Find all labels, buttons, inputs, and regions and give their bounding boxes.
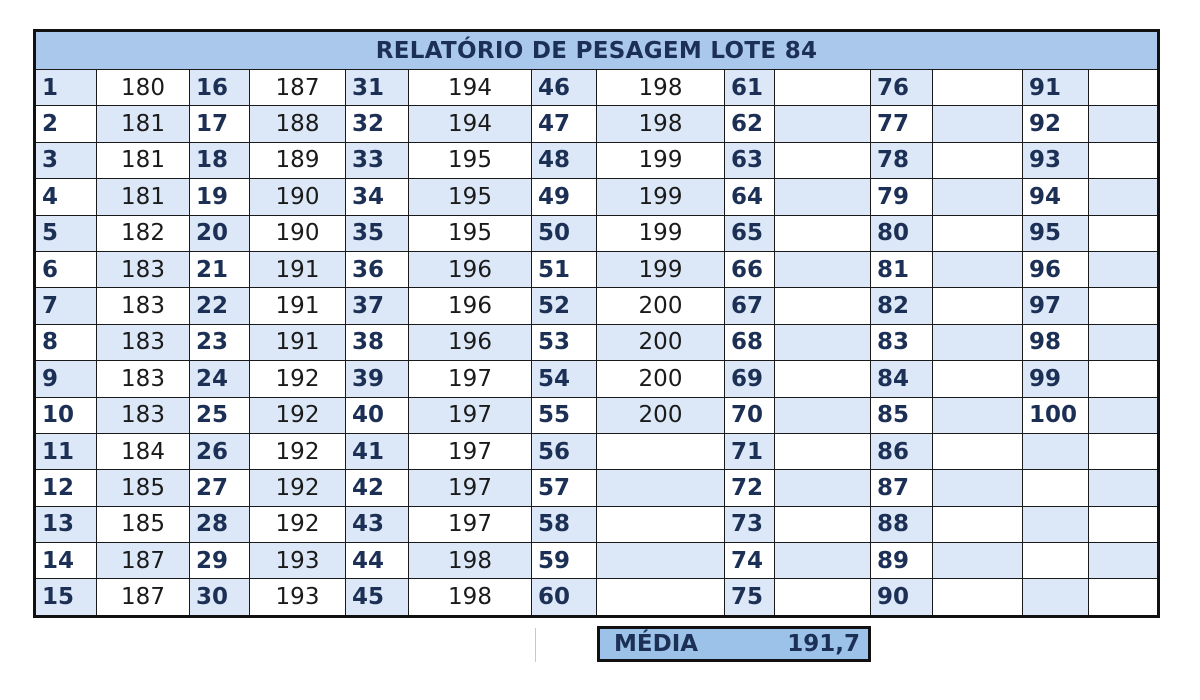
entry-number: 82 (871, 288, 933, 324)
report-body (35, 70, 1159, 617)
entry-number: 10 (35, 397, 97, 433)
entry-number: 66 (725, 251, 775, 287)
entry-number: 1 (35, 70, 97, 106)
weight-value (1089, 215, 1159, 251)
entry-number: 44 (346, 543, 409, 579)
weight-value (597, 470, 725, 506)
entry-number: 37 (346, 288, 409, 324)
weight-value (775, 361, 871, 397)
entry-number: 89 (871, 543, 933, 579)
weight-value: 191 (250, 288, 346, 324)
weight-value (775, 251, 871, 287)
weight-value: 194 (409, 106, 532, 142)
weight-value: 198 (597, 106, 725, 142)
entry-number: 7 (35, 288, 97, 324)
weight-value: 197 (409, 433, 532, 469)
entry-number: 29 (190, 543, 250, 579)
weight-value (933, 397, 1023, 433)
entry-number: 69 (725, 361, 775, 397)
entry-number: 42 (346, 470, 409, 506)
entry-number: 60 (532, 579, 597, 616)
weight-value (1089, 579, 1159, 616)
entry-number: 67 (725, 288, 775, 324)
entry-number: 22 (190, 288, 250, 324)
entry-number (1023, 470, 1089, 506)
weight-value: 199 (597, 251, 725, 287)
entry-number: 72 (725, 470, 775, 506)
weight-value: 182 (97, 215, 190, 251)
entry-number: 23 (190, 324, 250, 360)
table-row (35, 433, 1159, 469)
weight-value (775, 543, 871, 579)
weight-value: 195 (409, 215, 532, 251)
entry-number: 99 (1023, 361, 1089, 397)
table-row (35, 543, 1159, 579)
weight-value: 183 (97, 397, 190, 433)
entry-number: 78 (871, 142, 933, 178)
table-row (35, 215, 1159, 251)
weight-value: 185 (97, 506, 190, 542)
weight-value (775, 142, 871, 178)
weight-value (933, 579, 1023, 616)
entry-number: 73 (725, 506, 775, 542)
entry-number: 71 (725, 433, 775, 469)
entry-number: 90 (871, 579, 933, 616)
weight-value (1089, 397, 1159, 433)
weight-value: 198 (597, 70, 725, 106)
entry-number: 53 (532, 324, 597, 360)
weight-value (933, 106, 1023, 142)
weight-value (775, 70, 871, 106)
entry-number: 45 (346, 579, 409, 616)
weight-value: 191 (250, 324, 346, 360)
weight-value (1089, 106, 1159, 142)
weight-value: 191 (250, 251, 346, 287)
weight-value (1089, 506, 1159, 542)
weight-value: 197 (409, 470, 532, 506)
entry-number (1023, 579, 1089, 616)
weighing-report-table (33, 29, 1160, 618)
entry-number (1023, 506, 1089, 542)
entry-number: 8 (35, 324, 97, 360)
entry-number: 92 (1023, 106, 1089, 142)
weight-value (933, 70, 1023, 106)
entry-number: 75 (725, 579, 775, 616)
weight-value (933, 543, 1023, 579)
entry-number: 88 (871, 506, 933, 542)
entry-number: 15 (35, 579, 97, 616)
entry-number: 4 (35, 179, 97, 215)
weight-value: 198 (409, 543, 532, 579)
entry-number: 35 (346, 215, 409, 251)
entry-number: 70 (725, 397, 775, 433)
entry-number: 25 (190, 397, 250, 433)
entry-number: 21 (190, 251, 250, 287)
table-row (35, 579, 1159, 616)
entry-number: 94 (1023, 179, 1089, 215)
entry-number: 100 (1023, 397, 1089, 433)
table-row (35, 106, 1159, 142)
entry-number: 39 (346, 361, 409, 397)
average-box (597, 626, 871, 662)
entry-number: 2 (35, 106, 97, 142)
weight-value: 185 (97, 470, 190, 506)
entry-number: 9 (35, 361, 97, 397)
weight-value: 200 (597, 397, 725, 433)
entry-number: 27 (190, 470, 250, 506)
entry-number: 76 (871, 70, 933, 106)
weight-value: 200 (597, 361, 725, 397)
weight-value (1089, 470, 1159, 506)
weight-value: 180 (97, 70, 190, 106)
entry-number: 34 (346, 179, 409, 215)
weight-value (597, 433, 725, 469)
weight-value: 193 (250, 543, 346, 579)
weight-value: 192 (250, 397, 346, 433)
weight-value (933, 179, 1023, 215)
entry-number: 18 (190, 142, 250, 178)
entry-number: 55 (532, 397, 597, 433)
weight-value (1089, 324, 1159, 360)
entry-number: 62 (725, 106, 775, 142)
entry-number: 30 (190, 579, 250, 616)
weight-value: 181 (97, 106, 190, 142)
weight-value: 193 (250, 579, 346, 616)
entry-number: 87 (871, 470, 933, 506)
entry-number: 97 (1023, 288, 1089, 324)
entry-number: 64 (725, 179, 775, 215)
entry-number: 40 (346, 397, 409, 433)
weight-value (933, 251, 1023, 287)
weight-value: 196 (409, 324, 532, 360)
entry-number: 47 (532, 106, 597, 142)
weight-value (775, 288, 871, 324)
entry-number: 80 (871, 215, 933, 251)
entry-number (1023, 543, 1089, 579)
entry-number: 51 (532, 251, 597, 287)
weight-value: 197 (409, 397, 532, 433)
entry-number: 56 (532, 433, 597, 469)
weight-value: 192 (250, 470, 346, 506)
weight-value: 196 (409, 288, 532, 324)
weight-value (597, 506, 725, 542)
entry-number: 19 (190, 179, 250, 215)
entry-number: 14 (35, 543, 97, 579)
entry-number: 57 (532, 470, 597, 506)
entry-number: 33 (346, 142, 409, 178)
divider (535, 628, 536, 662)
entry-number: 20 (190, 215, 250, 251)
weight-value: 195 (409, 179, 532, 215)
weight-value (775, 215, 871, 251)
weight-value: 189 (250, 142, 346, 178)
weight-value (1089, 179, 1159, 215)
entry-number: 16 (190, 70, 250, 106)
table-row (35, 324, 1159, 360)
entry-number: 28 (190, 506, 250, 542)
weight-value (933, 361, 1023, 397)
weight-value (775, 506, 871, 542)
weight-value (775, 433, 871, 469)
entry-number: 96 (1023, 251, 1089, 287)
entry-number: 36 (346, 251, 409, 287)
entry-number: 38 (346, 324, 409, 360)
entry-number: 65 (725, 215, 775, 251)
entry-number: 63 (725, 142, 775, 178)
entry-number: 49 (532, 179, 597, 215)
weight-value: 183 (97, 324, 190, 360)
weight-value (775, 179, 871, 215)
weight-value: 181 (97, 142, 190, 178)
entry-number: 48 (532, 142, 597, 178)
weight-value (597, 579, 725, 616)
weight-value: 190 (250, 215, 346, 251)
entry-number: 17 (190, 106, 250, 142)
average-label: MÉDIA (614, 631, 699, 657)
entry-number: 86 (871, 433, 933, 469)
entry-number (1023, 433, 1089, 469)
entry-number: 84 (871, 361, 933, 397)
weight-value (933, 324, 1023, 360)
entry-number: 50 (532, 215, 597, 251)
entry-number: 26 (190, 433, 250, 469)
table-row (35, 288, 1159, 324)
weight-value (775, 397, 871, 433)
table-row (35, 70, 1159, 106)
entry-number: 52 (532, 288, 597, 324)
weight-value (933, 470, 1023, 506)
weight-value: 195 (409, 142, 532, 178)
weight-value (1089, 543, 1159, 579)
entry-number: 11 (35, 433, 97, 469)
weight-value (933, 215, 1023, 251)
weight-value (775, 470, 871, 506)
weight-value (597, 543, 725, 579)
weight-value (933, 142, 1023, 178)
weight-value: 197 (409, 361, 532, 397)
average-value: 191,7 (787, 631, 860, 657)
table-row (35, 506, 1159, 542)
table-row (35, 179, 1159, 215)
weight-value: 187 (250, 70, 346, 106)
weight-value: 192 (250, 506, 346, 542)
weight-value: 199 (597, 142, 725, 178)
entry-number: 12 (35, 470, 97, 506)
entry-number: 59 (532, 543, 597, 579)
weight-value (1089, 70, 1159, 106)
entry-number: 95 (1023, 215, 1089, 251)
weight-value: 197 (409, 506, 532, 542)
entry-number: 91 (1023, 70, 1089, 106)
entry-number: 32 (346, 106, 409, 142)
entry-number: 81 (871, 251, 933, 287)
weight-value: 200 (597, 288, 725, 324)
weight-value (775, 106, 871, 142)
entry-number: 24 (190, 361, 250, 397)
entry-number: 98 (1023, 324, 1089, 360)
table-row (35, 142, 1159, 178)
entry-number: 68 (725, 324, 775, 360)
entry-number: 77 (871, 106, 933, 142)
entry-number: 3 (35, 142, 97, 178)
entry-number: 61 (725, 70, 775, 106)
table-row (35, 470, 1159, 506)
weight-value: 198 (409, 579, 532, 616)
entry-number: 13 (35, 506, 97, 542)
entry-number: 83 (871, 324, 933, 360)
weight-value: 192 (250, 433, 346, 469)
weight-value (933, 506, 1023, 542)
entry-number: 54 (532, 361, 597, 397)
entry-number: 6 (35, 251, 97, 287)
weight-value: 183 (97, 361, 190, 397)
weight-value: 192 (250, 361, 346, 397)
weight-value: 194 (409, 70, 532, 106)
weight-value (1089, 251, 1159, 287)
weight-value: 184 (97, 433, 190, 469)
weight-value (1089, 433, 1159, 469)
entry-number: 85 (871, 397, 933, 433)
weight-value (1089, 361, 1159, 397)
weight-value: 183 (97, 251, 190, 287)
table-row (35, 251, 1159, 287)
weight-value (1089, 142, 1159, 178)
entry-number: 5 (35, 215, 97, 251)
weight-value: 187 (97, 579, 190, 616)
entry-number: 41 (346, 433, 409, 469)
weight-value: 181 (97, 179, 190, 215)
weight-value: 190 (250, 179, 346, 215)
weight-value: 199 (597, 215, 725, 251)
entry-number: 31 (346, 70, 409, 106)
weight-value: 196 (409, 251, 532, 287)
weight-value: 199 (597, 179, 725, 215)
weight-value (775, 324, 871, 360)
weight-value: 188 (250, 106, 346, 142)
weight-value (775, 579, 871, 616)
entry-number: 74 (725, 543, 775, 579)
weight-value: 183 (97, 288, 190, 324)
weight-value: 200 (597, 324, 725, 360)
entry-number: 79 (871, 179, 933, 215)
weight-value (1089, 288, 1159, 324)
weight-value (933, 288, 1023, 324)
weight-value: 187 (97, 543, 190, 579)
report-title: RELATÓRIO DE PESAGEM LOTE 84 (35, 31, 1159, 70)
entry-number: 93 (1023, 142, 1089, 178)
entry-number: 43 (346, 506, 409, 542)
table-row (35, 361, 1159, 397)
weight-value (933, 433, 1023, 469)
entry-number: 46 (532, 70, 597, 106)
table-row (35, 397, 1159, 433)
entry-number: 58 (532, 506, 597, 542)
